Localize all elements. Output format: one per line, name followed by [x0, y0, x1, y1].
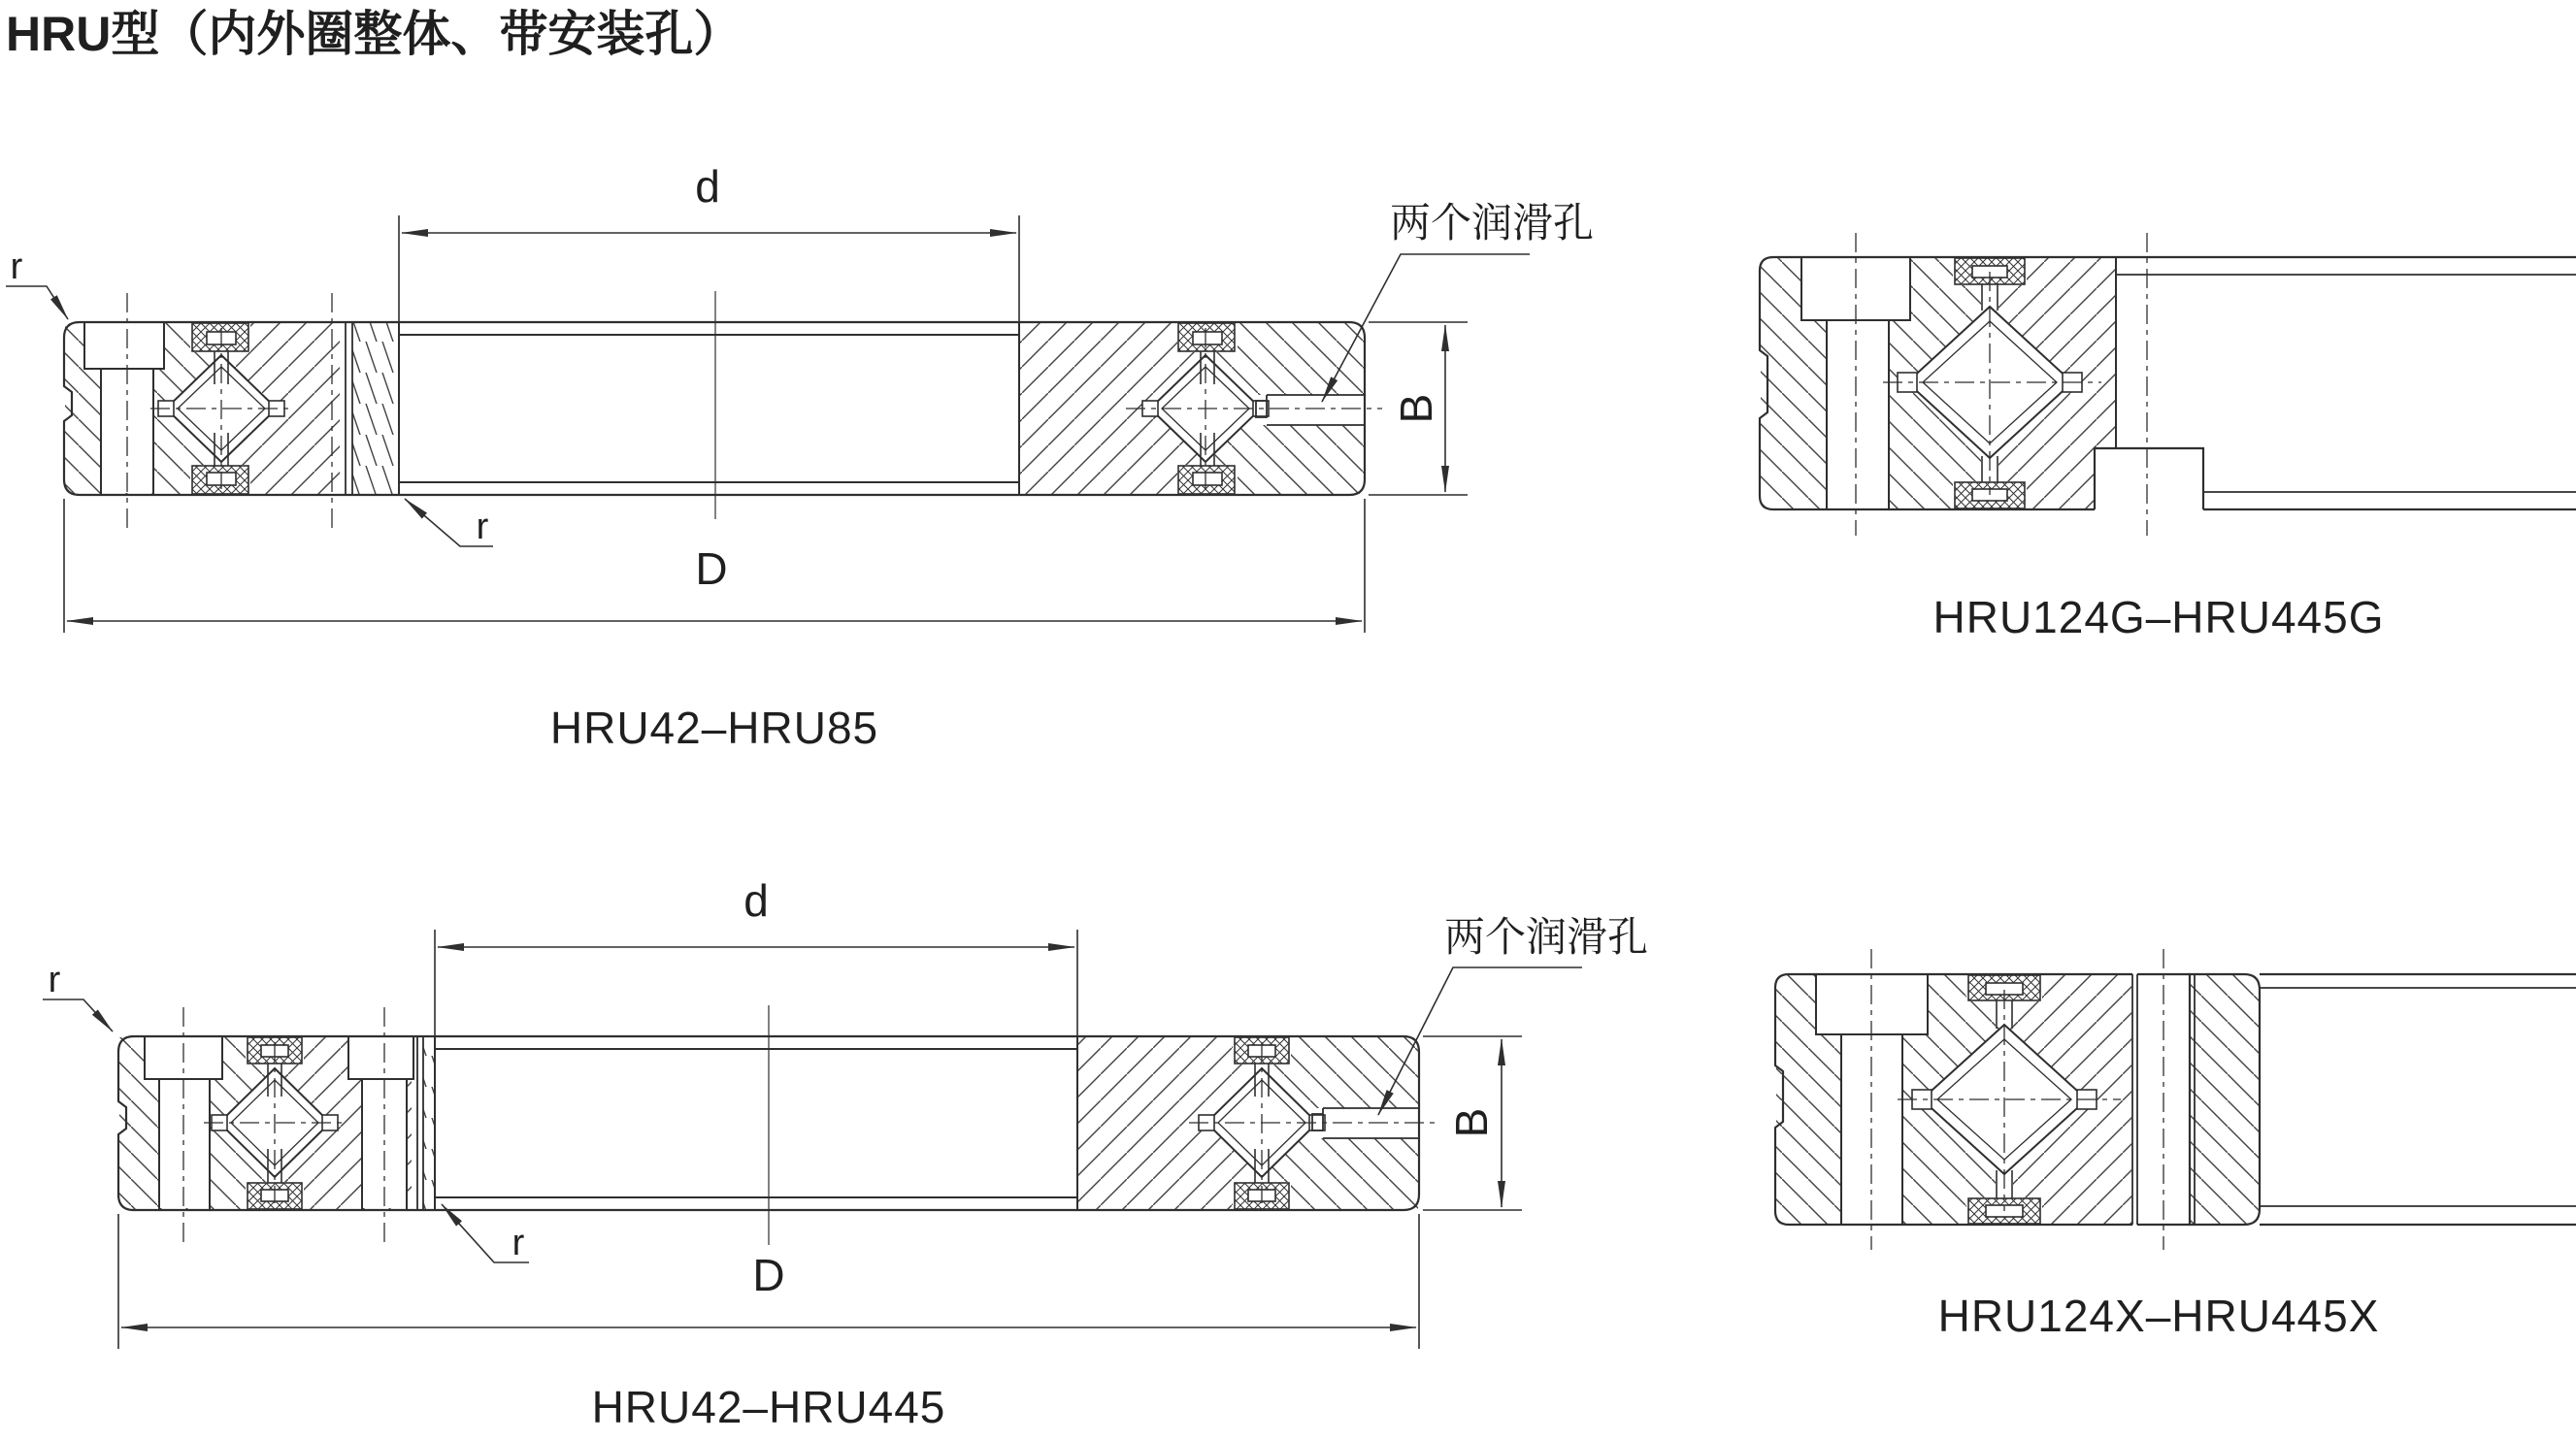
bore-chamfer-lines — [435, 1049, 1077, 1197]
r-leader-top — [6, 286, 68, 319]
figure-hru124x-hru445x — [1775, 949, 2576, 1341]
dim-label-D: D — [752, 1250, 785, 1300]
figure-hru124g-hru445g — [1760, 233, 2576, 642]
lubrication-annotation: 两个润滑孔 — [1390, 200, 1595, 246]
dim-label-d: d — [695, 161, 720, 212]
dimension-d — [435, 930, 1077, 1036]
figure-caption: HRU124X–HRU445X — [1937, 1291, 2380, 1341]
lubrication-annotation: 两个润滑孔 — [1444, 914, 1649, 960]
outer-band — [2190, 974, 2260, 1225]
bore-chamfer-lines — [399, 335, 1019, 482]
section-edges — [399, 322, 1019, 495]
r-label-bottom: r — [476, 507, 489, 547]
page-title: HRU型（内外圈整体、带安装孔） — [6, 7, 743, 61]
r-label-top: r — [48, 960, 61, 1000]
dimension-d — [399, 215, 1019, 322]
bore-strip-hatch — [423, 1037, 434, 1209]
ring-edges — [2260, 974, 2576, 1225]
dim-label-B: B — [1391, 393, 1442, 424]
dim-label-D: D — [695, 543, 728, 594]
r-leader-top — [43, 999, 113, 1032]
r-label-bottom: r — [512, 1223, 525, 1263]
figure-hru42-hru85 — [6, 161, 1594, 753]
dim-label-d: d — [743, 875, 769, 926]
section-edges — [2132, 974, 2137, 1225]
ring-surface-lines — [2260, 988, 2576, 1206]
figure-caption: HRU42–HRU85 — [549, 703, 879, 753]
dim-label-B: B — [1446, 1107, 1498, 1138]
bore-strip-hatch — [352, 323, 398, 494]
figure-caption: HRU42–HRU445 — [591, 1382, 946, 1432]
section-edges — [435, 1036, 1077, 1210]
figure-caption: HRU124G–HRU445G — [1932, 592, 2385, 642]
r-label-top: r — [10, 246, 23, 287]
figure-hru42-hru445 — [43, 875, 1648, 1432]
